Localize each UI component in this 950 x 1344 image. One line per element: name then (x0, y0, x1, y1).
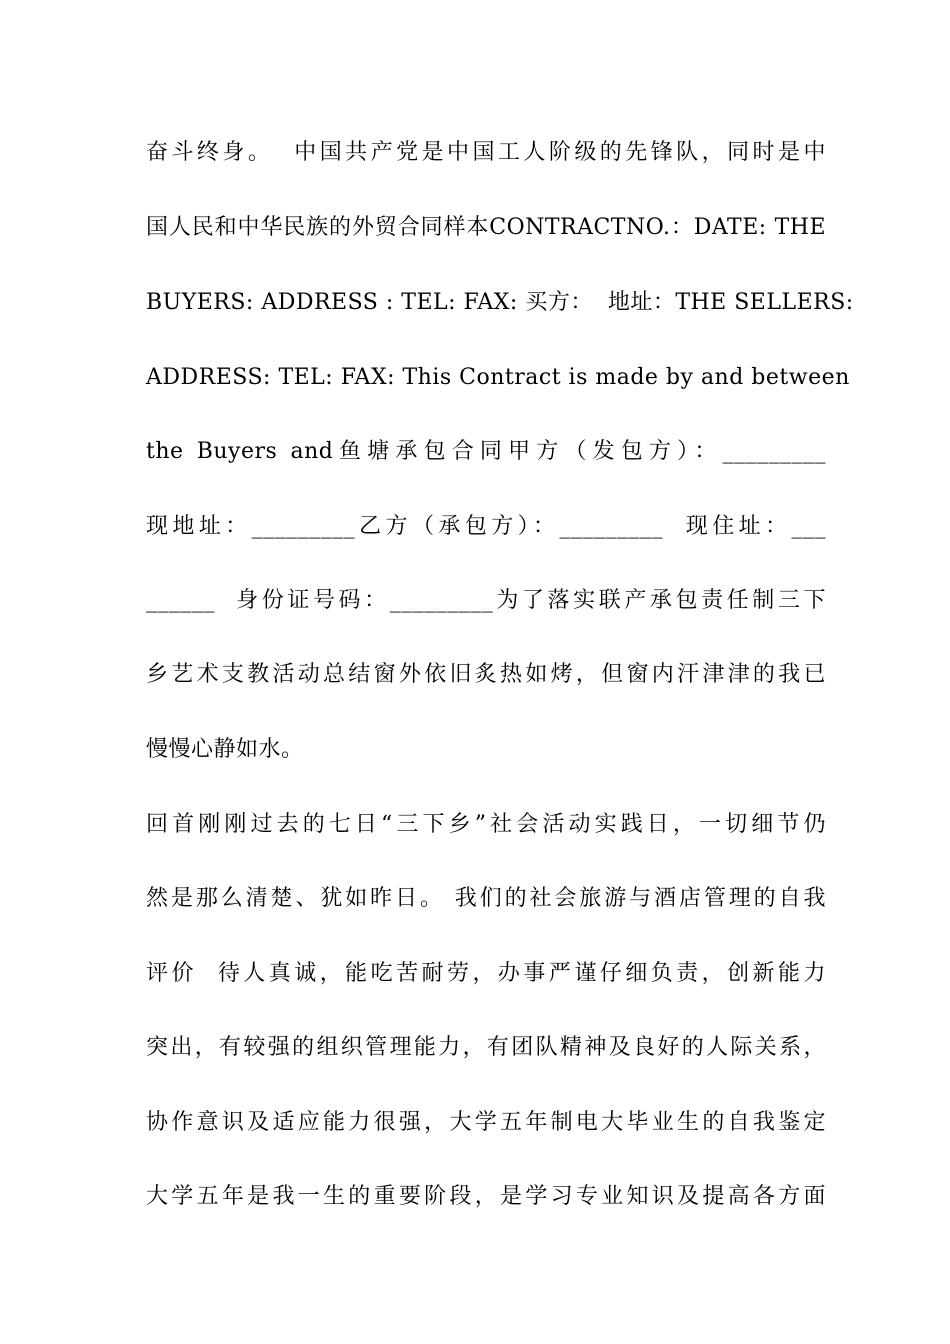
text-line-11: 然是那么清楚、犹如昨日。 我们的社会旅游与酒店管理的自我 (146, 886, 826, 911)
text-line-10: 回首刚刚过去的七日“三下乡”社会活动实践日，一切细节仍 (146, 812, 826, 837)
text-line-7: ______ 身份证号码：_________为了落实联产承包责任制三下 (146, 588, 826, 613)
text-line-2: 国人民和中华民族的外贸合同样本CONTRACTNO.：DATE: THE (146, 215, 826, 240)
text-line-6: 现地址：_________乙方（承包方）：_________ 现住址：___ (146, 514, 826, 539)
text-line-9: 慢慢心静如水。 (146, 737, 304, 762)
text-line-1: 奋斗终身。 中国共产党是中国工人阶级的先锋队，同时是中 (146, 140, 826, 165)
text-line-15: 大学五年是我一生的重要阶段，是学习专业知识及提高各方面 (146, 1184, 826, 1209)
text-line-14: 协作意识及适应能力很强，大学五年制电大毕业生的自我鉴定 (146, 1110, 826, 1135)
text-line-12: 评价 待人真诚，能吃苦耐劳，办事严谨仔细负责，创新能力 (146, 961, 826, 986)
text-line-13: 突出，有较强的组织管理能力，有团队精神及良好的人际关系， (146, 1035, 826, 1060)
text-line-3: BUYERS: ADDRESS : TEL: FAX: 买方： 地址：THE SELLERS: (146, 290, 854, 315)
text-line-5: the Buyers and鱼塘承包合同甲方（发包方）：_________ (146, 439, 826, 464)
text-line-8: 乡艺术支教活动总结窗外依旧炙热如烤，但窗内汗津津的我已 (146, 662, 826, 687)
text-line-4: ADDRESS: TEL: FAX: This Contract is made by and between (146, 365, 850, 390)
